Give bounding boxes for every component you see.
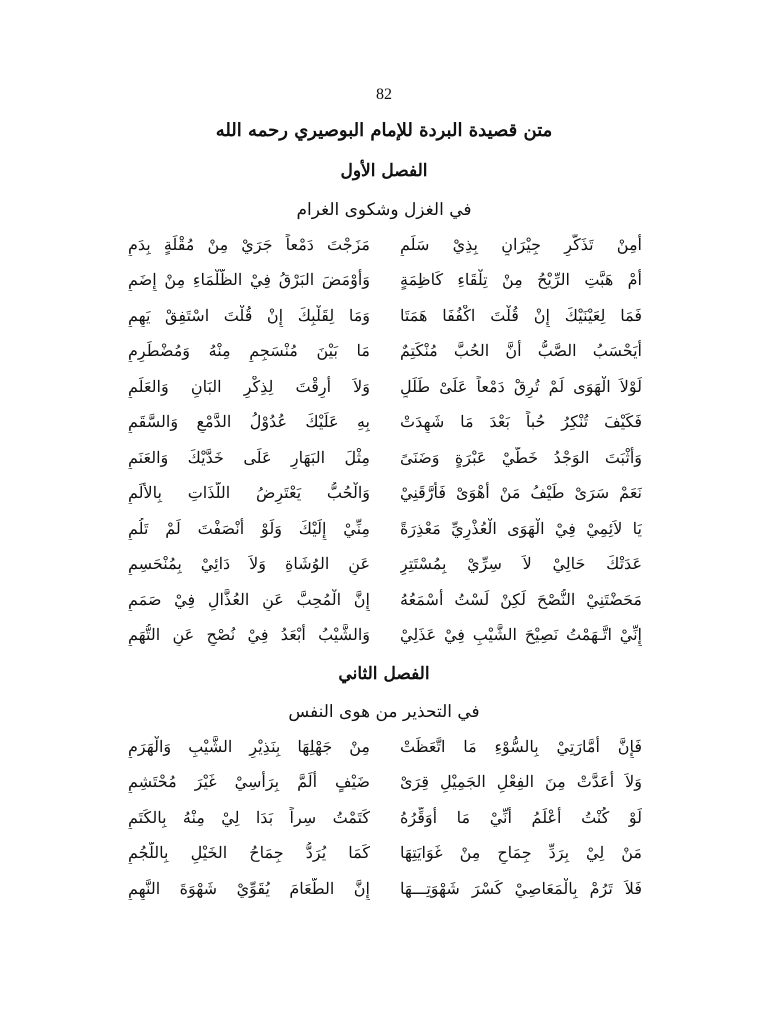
verse-row xyxy=(128,369,642,405)
verse-first-hemistich: فَلاَ تَرُمْ بِالْمَعَاصِيْ كَسْرَ شَهْوَتِـــهَا xyxy=(400,878,642,898)
verse-row xyxy=(128,618,642,654)
verse-row xyxy=(128,334,642,370)
verse-second-hemistich: إِنَّ الطَّعَامَ يُقَوِّيْ شَهْوَةَ النَّهِمِ xyxy=(128,878,370,898)
chapter-1-verses xyxy=(128,227,642,653)
verse-first-hemistich: يَا لاَئِمِيْ فِيْ الْهَوَى الْعُذْرِيِّ مَعْذِرَةً xyxy=(400,518,642,538)
verse-first-hemistich: أَمْ هَبَّتِ الرِّيْحُ مِنْ تِلْقَاءِ كَاظِمَةٍ xyxy=(400,270,642,290)
verse-row xyxy=(128,582,642,618)
verse-row xyxy=(128,440,642,476)
verse-first-hemistich: مَحَضْتَنِيْ النُّصْحَ لَكِنْ لَسْتُ أَسْمَعُهُ xyxy=(400,589,642,609)
verse-row xyxy=(128,476,642,512)
chapter-2-subtitle: في التحذير من هوى النفس xyxy=(288,702,480,722)
page-number: 82 xyxy=(376,86,392,103)
chapter-2-verses xyxy=(128,729,642,907)
verse-row xyxy=(128,800,642,836)
verse-row xyxy=(128,547,642,583)
chapter-1-subtitle: في الغزل وشكوى الغرام xyxy=(296,200,472,220)
verse-second-hemistich: وَمَا لِقَلْبِكَ إِنْ قُلْتَ اسْتَفِقْ يَهِمِ xyxy=(128,305,370,325)
verse-second-hemistich: ضَيْفٍ أَلَمَّ بِرَأْسِيْ غَيْرَ مُحْتَشِمِ xyxy=(128,772,370,792)
verse-row xyxy=(128,511,642,547)
chapter-2-title: الفصل الثاني xyxy=(338,664,430,684)
verse-first-hemistich: عَدَتْكَ حَالِيْ لاَ سِرِّيْ بِمُسْتَتِرٍ xyxy=(400,554,642,574)
verse-second-hemistich: مَا بَيْنَ مُنْسَجِمٍ مِنْهُ وَمُضْطَرِمِ xyxy=(128,341,370,361)
verse-second-hemistich: مِنِّيْ إِلَيْكَ وَلَوْ أَنْصَفْتَ لَمْ تَلُمِ xyxy=(128,518,370,538)
verse-first-hemistich: فَإِنَّ أَمَّارَتِيْ بِالسُّوْءِ مَا اتَّعَظَتْ xyxy=(400,736,642,756)
verse-first-hemistich: وَأَثْبَتَ الوَجْدُ خَطَّيْ عَبْرَةٍ وَضَنَىً xyxy=(400,447,642,467)
verse-first-hemistich: لَوْ كُنْتُ أَعْلَمُ أَنِّيْ مَا أُوَقِّرُهُ xyxy=(400,807,642,827)
verse-first-hemistich: مَنْ لِيْ بِرَدِّ جِمَاحٍ مِنْ غَوَايَتِهَا xyxy=(400,843,642,863)
verse-second-hemistich: وَلاَ أَرِقْتَ لِذِكْرِ البَانِ وَالعَلَمِ xyxy=(128,376,370,396)
verse-second-hemistich: وَأَوْمَضَ البَرْقُ فِيْ الظَّلْمَاءِ مِنْ إِضَمِ xyxy=(128,270,370,290)
verse-first-hemistich: أَمِنْ تَذَكُّرِ جِيْرَانٍ بِذِيْ سَلَمِ xyxy=(400,234,642,254)
verse-row xyxy=(128,263,642,299)
verse-second-hemistich: إِنَّ الْمُحِبَّ عَنِ العُذَّالِ فِيْ صَمَمِ xyxy=(128,589,370,609)
verse-second-hemistich: وَالشَّيْبُ أَبْعَدُ فِيْ نُصْحٍ عَنِ التُّهَمِ xyxy=(128,625,370,645)
verse-first-hemistich: إِنِّيْ اتَّـهَمْتُ نَصِيْحَ الشَّيْبِ فِيْ عَذَلِيْ xyxy=(400,625,642,645)
verse-row xyxy=(128,836,642,872)
chapter-1-title: الفصل الأول xyxy=(340,161,428,181)
verse-second-hemistich: وَالْحُبُّ يَعْتَرِضُ اللَّذَاتِ بِالأَلَمِ xyxy=(128,483,370,503)
verse-first-hemistich: أَيَحْسَبُ الصَّبُّ أَنَّ الحُبَّ مُنْكَتِمٌ xyxy=(400,341,642,361)
verse-second-hemistich: مِثْلَ البَهَارِ عَلَى خَدَّيْكَ وَالعَنَمِ xyxy=(128,447,370,467)
verse-row xyxy=(128,405,642,441)
verse-row xyxy=(128,729,642,765)
verse-row xyxy=(128,227,642,263)
verse-first-hemistich: لَوْلاَ الْهَوَى لَمْ تُرِقْ دَمْعاً عَلَىْ طَلَلٍ xyxy=(400,376,642,396)
verse-second-hemistich: كَتَمْتُ سِراً بَدَا لِيْ مِنْهُ بِالكَتَمِ xyxy=(128,807,370,827)
verse-first-hemistich: فَكَيْفَ تُنْكِرُ حُباً بَعْدَ مَا شَهِدَتْ xyxy=(400,412,642,432)
verse-row xyxy=(128,298,642,334)
verse-second-hemistich: بِهِ عَلَيْكَ عُدُوْلُ الدَّمْعِ وَالسَّقَمِ xyxy=(128,412,370,432)
verse-second-hemistich: عَنِ الوُشَاةِ وَلاَ دَائِيْ بِمُنْحَسِمِ xyxy=(128,554,370,574)
verse-first-hemistich: وَلاَ أَعَدَّتْ مِنَ الفِعْلِ الجَمِيْلِ قِرَىْ xyxy=(400,772,642,792)
verse-second-hemistich: كَمَا يُرَدُّ جِمَاحُ الخَيْلِ بِاللُّجُمِ xyxy=(128,843,370,863)
verse-second-hemistich: مِنْ جَهْلِهَا بِنَذِيْرِ الشَّيْبِ وَالْهَرَمِ xyxy=(128,736,370,756)
verse-first-hemistich: فَمَا لِعَيْنَيْكَ إِنْ قُلْتَ اكْفُفَا هَمَتَا xyxy=(400,305,642,325)
verse-row xyxy=(128,871,642,907)
page-title: متن قصيدة البردة للإمام البوصيري رحمه الله xyxy=(215,120,553,141)
verse-first-hemistich: نَعَمْ سَرَىْ طَيْفُ مَنْ أَهْوَىْ فَأَرَّقَنِيْ xyxy=(400,483,642,503)
verse-second-hemistich: مَزَجْتَ دَمْعاً جَرَيْ مِنْ مُقْلَةٍ بِدَمِ xyxy=(128,234,370,254)
verse-row xyxy=(128,765,642,801)
